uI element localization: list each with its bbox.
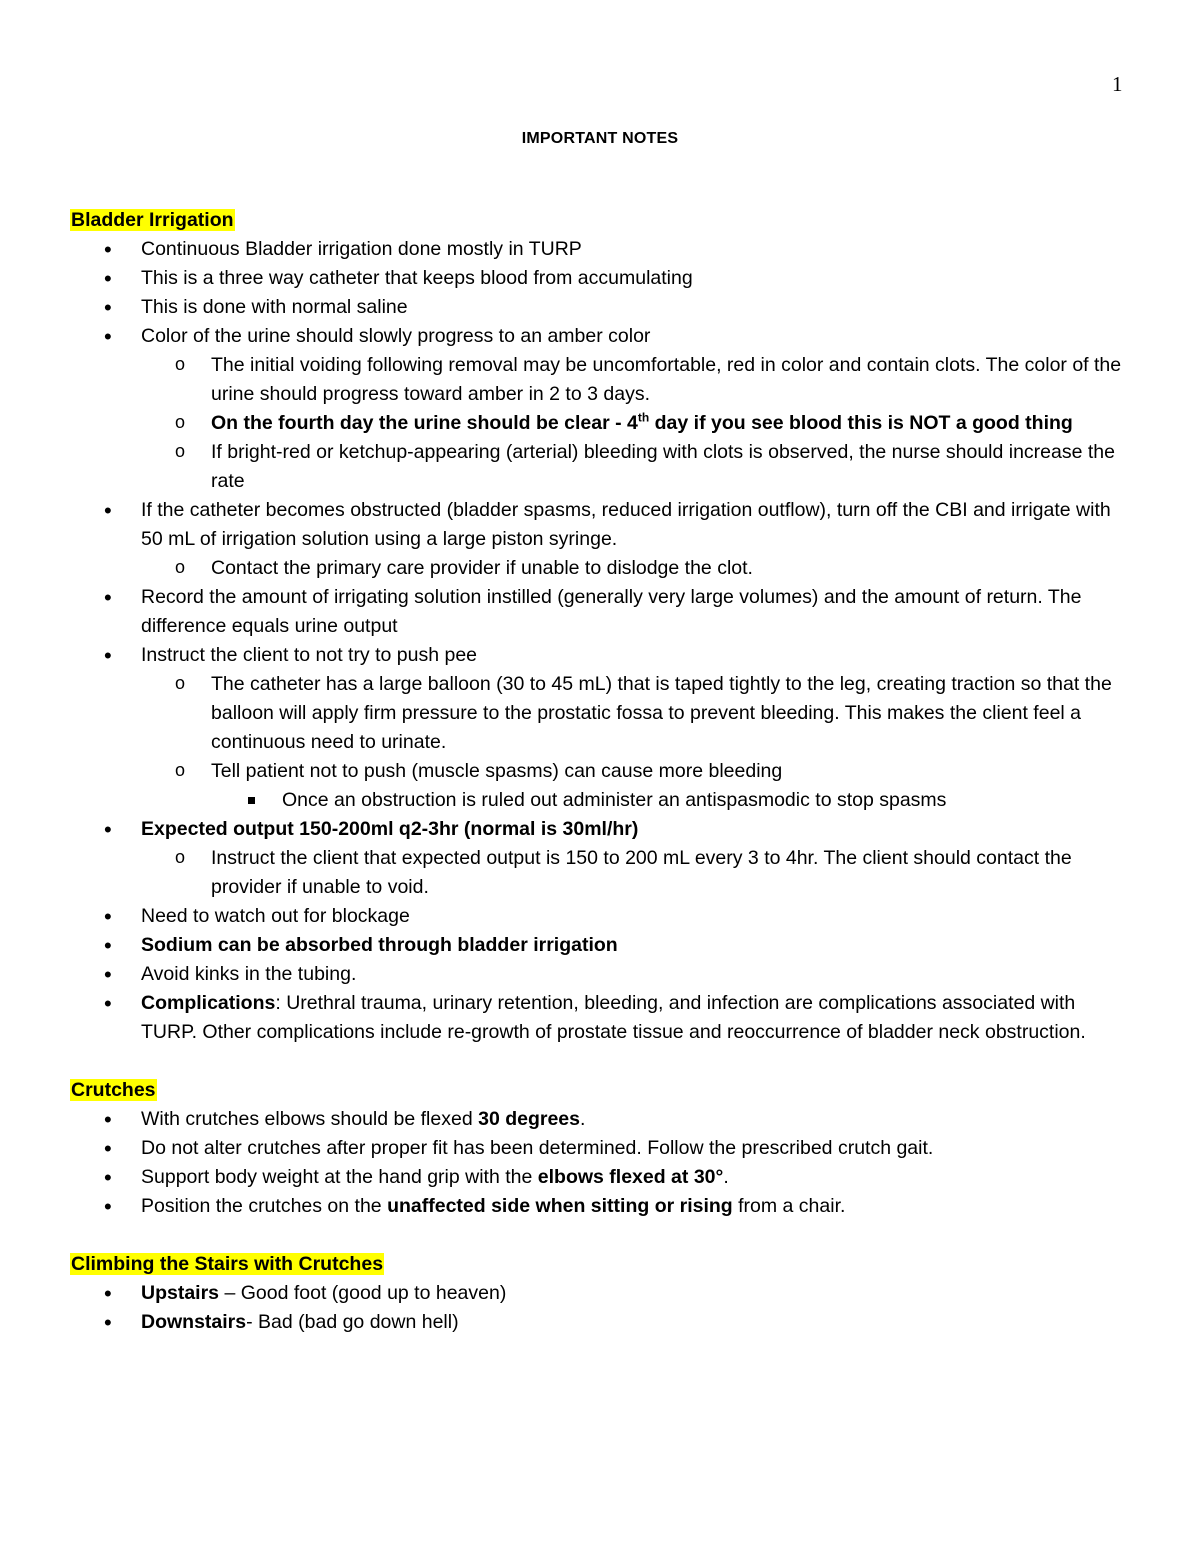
bladder-irrigation-list <box>70 235 1130 1047</box>
list-item: • Instruct the client to not try to push pee <box>70 641 1130 670</box>
sub-list-item: o If bright-red or ketchup-appearing (arterial) bleeding with clots is observed, the nurse should increase the rate <box>70 438 1130 496</box>
list-item: • This is a three way catheter that keeps blood from accumulating <box>70 264 1130 293</box>
section-heading-bladder-irrigation: Bladder Irrigation <box>71 209 234 231</box>
list-item: • This is done with normal saline <box>70 293 1130 322</box>
list-item: • With crutches elbows should be flexed 30 degrees. <box>70 1105 1130 1134</box>
list-item: • Need to watch out for blockage <box>70 902 1130 931</box>
sub-list-item: o On the fourth day the urine should be clear - 4th day if you see blood this is NOT a good thing <box>70 409 1130 438</box>
crutches-list <box>70 1105 1130 1221</box>
stairs-list <box>70 1279 1130 1337</box>
document-body <box>70 206 1130 1337</box>
sub-list-item: o Contact the primary care provider if unable to dislodge the clot. <box>70 554 1130 583</box>
section-heading-crutches: Crutches <box>71 1079 156 1101</box>
sub-list-item: o Instruct the client that expected output is 150 to 200 mL every 3 to 4hr. The client should contact the provider if unable to void. <box>70 844 1130 902</box>
list-item: • Avoid kinks in the tubing. <box>70 960 1130 989</box>
sub-list-item: o The catheter has a large balloon (30 to 45 mL) that is taped tightly to the leg, creating traction so that the balloon will apply firm pressure to the prostatic fossa to prevent bleeding. This makes the client feel a continuous need to urinate. <box>70 670 1130 757</box>
list-item: • Support body weight at the hand grip with the elbows flexed at 30°. <box>70 1163 1130 1192</box>
list-item: • Complications: Urethral trauma, urinary retention, bleeding, and infection are complications associated with TURP. Other complications include re-growth of prostate tissue and reoccurrence of bladder neck obstruction. <box>70 989 1130 1047</box>
list-item: • Downstairs- Bad (bad go down hell) <box>70 1308 1130 1337</box>
sub-sub-list-item: Once an obstruction is ruled out administer an antispasmodic to stop spasms <box>70 786 1130 815</box>
document-title: IMPORTANT NOTES <box>521 130 679 147</box>
list-item: • Position the crutches on the unaffected side when sitting or rising from a chair. <box>70 1192 1130 1221</box>
page-number: 1 <box>1112 72 1123 96</box>
list-item: • Upstairs – Good foot (good up to heaven) <box>70 1279 1130 1308</box>
list-item: • Color of the urine should slowly progress to an amber color <box>70 322 1130 351</box>
section-spacer <box>70 1047 1130 1076</box>
list-item: • Do not alter crutches after proper fit has been determined. Follow the prescribed crutch gait. <box>70 1134 1130 1163</box>
list-item: • Continuous Bladder irrigation done mostly in TURP <box>70 235 1130 264</box>
list-item: • Sodium can be absorbed through bladder irrigation <box>70 931 1130 960</box>
sub-list-item: o The initial voiding following removal may be uncomfortable, red in color and contain clots. The color of the urine should progress toward amber in 2 to 3 days. <box>70 351 1130 409</box>
sub-list-item: o Tell patient not to push (muscle spasms) can cause more bleeding <box>70 757 1130 786</box>
list-item: • Expected output 150-200ml q2-3hr (normal is 30ml/hr) <box>70 815 1130 844</box>
section-heading-climbing-stairs: Climbing the Stairs with Crutches <box>71 1253 384 1275</box>
section-spacer <box>70 1221 1130 1250</box>
list-item: • If the catheter becomes obstructed (bladder spasms, reduced irrigation outflow), turn off the CBI and irrigate with 50 mL of irrigation solution using a large piston syringe. <box>70 496 1130 554</box>
list-item: • Record the amount of irrigating solution instilled (generally very large volumes) and the amount of return. The difference equals urine output <box>70 583 1130 641</box>
